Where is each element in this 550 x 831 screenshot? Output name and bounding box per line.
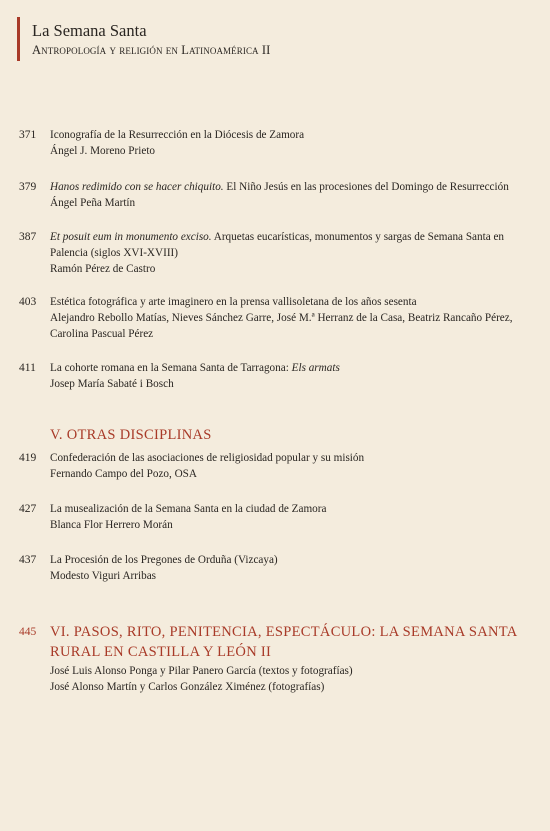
toc-entry-authors: Blanca Flor Herrero Morán — [50, 519, 173, 531]
toc-entry-title — [50, 361, 534, 377]
section-heading: V. OTRAS DISCIPLINAS — [50, 427, 212, 443]
toc-entry-title-italic: Hanos redimido con se hacer chiquito. — [50, 181, 224, 193]
toc-page-number: 437 — [19, 554, 37, 566]
toc-entry-authors: Josep María Sabaté i Bosch — [50, 378, 174, 390]
toc-page-number: 419 — [19, 452, 37, 464]
section-authors-line: José Luis Alonso Ponga y Pilar Panero García (textos y fotografías) — [50, 665, 353, 677]
toc-entry-authors: Fernando Campo del Pozo, OSA — [50, 468, 197, 480]
section-heading: VI. PASOS, RITO, PENITENCIA, ESPECTÁCULO: LA SEMANA SANTA RURAL EN CASTILLA Y LEÓN II — [50, 624, 517, 660]
toc-entry-authors: Alejandro Rebollo Matías, Nieves Sánchez Garre, José M.ª Herranz de la Casa, Beatriz Rancaño Pérez, Carolina Pascual Pérez — [50, 312, 513, 340]
toc-entry-title: Confederación de las asociaciones de religiosidad popular y su misión — [50, 452, 365, 464]
toc-entry-title: Iconografía de la Resurrección en la Diócesis de Zamora — [50, 129, 305, 141]
toc-entry-authors: Ángel J. Moreno Prieto — [50, 145, 156, 157]
toc-entry-title: Estética fotográfica y arte imaginero en la prensa vallisoletana de los años sesenta — [50, 296, 417, 308]
toc-entry-title: La Procesión de los Pregones de Orduña (Vizcaya) — [50, 554, 278, 566]
toc-page-number: 403 — [19, 296, 37, 308]
toc-entry-title-roman: El Niño Jesús en las procesiones del Domingo de Resurrección — [223, 181, 509, 193]
book-title: La Semana Santa — [32, 21, 147, 40]
header-accent-rule — [17, 17, 20, 61]
toc-entry-title: La musealización de la Semana Santa en la ciudad de Zamora — [50, 503, 327, 515]
toc-page-number: 379 — [19, 181, 37, 193]
toc-entry-title-italic: Els armats — [291, 362, 340, 374]
toc-entry-title-roman: Arquetas eucarísticas, monumentos y sargas de Semana Santa en Palencia (siglos XVI-XVIII) — [50, 231, 505, 259]
toc-entry-title — [50, 180, 534, 196]
toc-page-number: 371 — [19, 129, 37, 141]
toc-entry-title — [50, 230, 534, 262]
toc-page-number: 411 — [19, 362, 36, 374]
toc-entry-authors: Modesto Viguri Arribas — [50, 570, 157, 582]
toc-entry-authors: Ramón Pérez de Castro — [50, 263, 156, 275]
toc-page-number: 387 — [19, 231, 37, 243]
book-subtitle: Antropología y religión en Latinoamérica II — [32, 43, 271, 57]
toc-page-number: 427 — [19, 503, 37, 515]
section-authors — [50, 664, 534, 696]
section-page-number: 445 — [19, 626, 37, 638]
section-authors-line: José Alonso Martín y Carlos González Ximénez (fotografías) — [50, 680, 325, 693]
toc-entry-title-roman: La cohorte romana en la Semana Santa de Tarragona: — [50, 362, 292, 374]
toc-entry-authors: Ángel Peña Martín — [50, 197, 136, 209]
toc-entry-title-italic: Et posuit eum in monumento exciso. — [50, 231, 212, 243]
